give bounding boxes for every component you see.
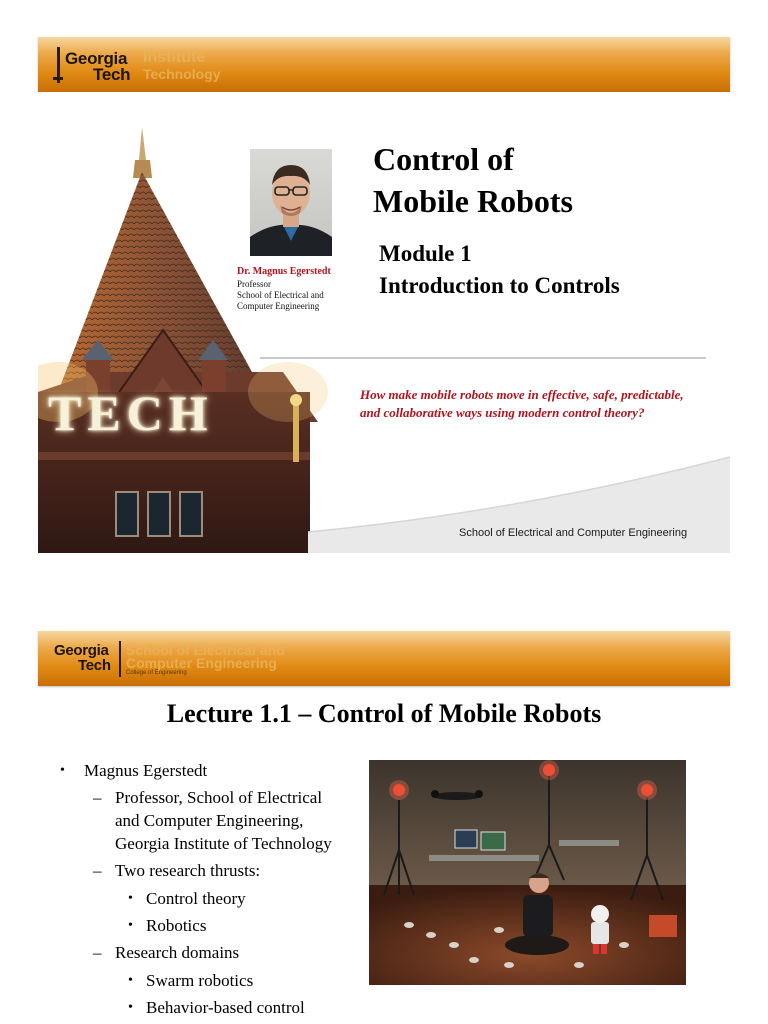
bullet-professor-line1: Professor, School of Electrical: [115, 788, 323, 807]
presenter-dept-line1: School of Electrical and: [237, 290, 324, 300]
bullet-dot: •: [128, 1000, 133, 1015]
bullet-dot: •: [128, 973, 133, 988]
bullet-control-theory: Control theory: [146, 889, 246, 908]
gt-logo-icon: [52, 47, 66, 83]
dash-bullet: –: [93, 861, 102, 880]
presenter-portrait: [250, 149, 332, 256]
slide2-header-banner: [38, 631, 730, 686]
gt-logo-ghost-line1: Institute: [143, 49, 206, 66]
bullet-research-domains: Research domains: [115, 943, 240, 962]
bullet-dot: •: [128, 891, 133, 906]
slide1-title-line1: Control of: [373, 141, 514, 177]
slide1-footer: School of Electrical and Computer Engineering: [459, 527, 688, 539]
school-name-line2: Computer Engineering: [126, 655, 277, 671]
gt-logo-georgia: Georgia: [65, 49, 128, 68]
slide1-header-banner: [38, 37, 730, 92]
school-name-line1: School of Electrical and: [126, 642, 285, 658]
bullet-professor-line2: and Computer Engineering,: [115, 811, 304, 830]
dash-bullet: –: [93, 943, 102, 962]
presenter-role: Professor: [237, 279, 271, 289]
slide1-module-subtitle: [379, 238, 620, 302]
gt-logo-tech: Tech: [93, 65, 131, 84]
slide1-title-line2: Mobile Robots: [373, 183, 573, 219]
presenter-name: Dr. Magnus Egerstedt: [237, 266, 331, 277]
presenter-dept-line2: Computer Engineering: [237, 301, 320, 311]
tower-sign-text: TECH: [48, 385, 214, 441]
slide2-title: Lecture 1.1 – Control of Mobile Robots: [166, 699, 602, 728]
banner-divider-icon: [118, 641, 122, 677]
bullet-research-thrusts: Two research thrusts:: [115, 861, 261, 880]
slide1-title: [373, 138, 573, 222]
slide1-question: How make mobile robots move in effective, safe, predictable, and collaborative ways using modern control theory?: [360, 387, 684, 420]
bullet-robotics: Robotics: [146, 916, 207, 935]
gt-logo-georgia: Georgia: [54, 642, 109, 659]
module-number: Module 1: [379, 241, 472, 266]
college-name: College of Engineering: [126, 670, 187, 676]
gt-logo-tech: Tech: [78, 657, 111, 674]
robotics-lab-photo: [369, 760, 686, 985]
bullet-swarm-robotics: Swarm robotics: [146, 971, 254, 990]
module-name: Introduction to Controls: [379, 273, 620, 298]
bullet-name: Magnus Egerstedt: [84, 761, 208, 780]
bullet-professor-line3: Georgia Institute of Technology: [115, 834, 332, 853]
bullet-dot: •: [128, 918, 133, 933]
gt-logo-ghost-line2: Technology: [143, 66, 221, 82]
bullet-dot: •: [60, 763, 65, 778]
dash-bullet: –: [93, 788, 102, 807]
bullet-behavior-control: Behavior-based control: [146, 998, 305, 1017]
